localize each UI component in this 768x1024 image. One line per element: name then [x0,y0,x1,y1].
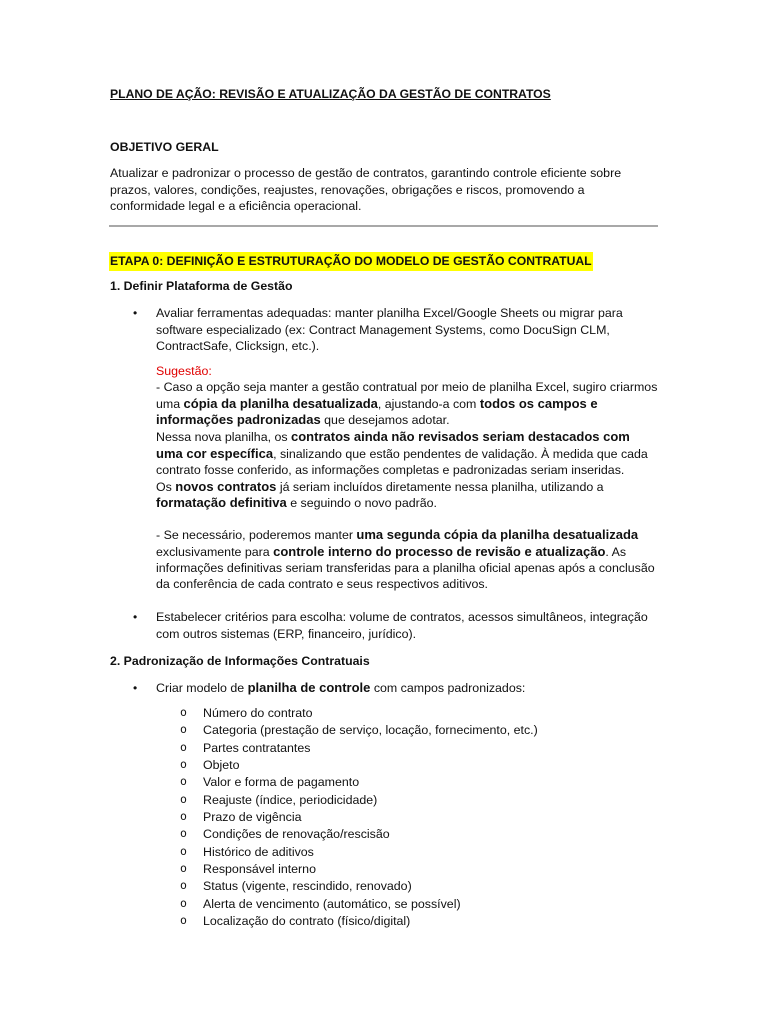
text-run-bold: todos os campos e informações padronizadas [156,395,598,428]
sugestao-paragraph-2 [156,429,660,478]
text-run: já seriam incluídos diretamente nessa planilha, utilizando a [276,479,604,494]
text-run: . As informações definitivas seriam transferidas para a planilha oficial apenas após a conclusão da conferência de cada contrato e seus respectivos aditivos. [156,544,655,591]
field-label: Responsável interno [203,862,316,877]
bullet-icon: • [133,306,138,320]
field-list-item [180,740,538,757]
section1-bullet1: Avaliar ferramentas adequadas: manter planilha Excel/Google Sheets ou migrar para software especializado (ex: Contract Management Systems, como DocuSign CLM, ContractSafe, Clicksign, etc.). [156,306,623,354]
fields-list [180,705,538,930]
text-run: , ajustando-a com [377,396,480,411]
field-list-item [180,896,538,913]
circle-bullet-icon: o [180,791,187,806]
sugestao-block [156,364,660,592]
text-run: - Se necessário, poderemos manter [156,528,357,543]
section2-heading: 2. Padronização de Informações Contratuais [110,654,370,668]
field-label: Objeto [203,758,240,773]
text-run-bold: novos contratos [175,478,277,494]
field-list-item [180,913,538,930]
sugestao-paragraph-1 [156,380,660,429]
field-list-item [180,722,538,739]
text-run: Os [156,479,176,494]
field-label: Valor e forma de pagamento [203,775,360,790]
text-run: - Caso a opção seja manter a gestão contratual por meio de planilha Excel, sugiro criarmos uma [156,379,658,411]
field-list-item [180,774,538,791]
field-list-item [180,878,538,895]
field-list-item [180,861,538,878]
field-label: Prazo de vigência [203,810,302,825]
text-run-bold: contratos ainda não revisados seriam destacados com uma cor específica [156,429,630,461]
text-run: Nessa nova planilha, os [156,430,292,445]
circle-bullet-icon: o [180,826,187,841]
etapa0-heading: ETAPA 0: DEFINIÇÃO E ESTRUTURAÇÃO DO MODELO DE GESTÃO CONTRATUAL [109,252,593,271]
text-run: com campos padronizados: [370,681,526,695]
sugestao-paragraph-3 [156,479,660,513]
sugestao-label: Sugestão: [156,364,212,378]
text-run-bold: planilha de controle [247,680,371,695]
circle-bullet-icon: o [180,774,187,789]
field-list-item [180,757,538,774]
text-run-bold: controle interno do processo de revisão e atualização [273,543,606,559]
circle-bullet-icon: o [180,878,187,893]
text-run-bold: cópia da planilha desatualizada [183,395,378,411]
circle-bullet-icon: o [180,757,187,772]
circle-bullet-icon: o [180,895,187,910]
circle-bullet-icon: o [180,913,187,928]
field-label: Número do contrato [203,706,313,720]
section2-bullet [156,680,660,697]
text-run: que desejamos adotar. [320,413,450,428]
circle-bullet-icon: o [180,843,187,858]
objetivo-text: Atualizar e padronizar o processo de gestão de contratos, garantindo controle eficiente sobre prazos, valores, condições, reajustes, renovações, obrigações e riscos, promovendo a conformidade legal e a eficiência operacional. [110,166,622,214]
text-run: exclusivamente para [156,544,274,559]
circle-bullet-icon: o [180,705,187,719]
field-label: Status (vigente, rescindido, renovado) [203,879,412,894]
horizontal-divider [109,225,658,227]
text-run: Criar modelo de [156,681,248,695]
section1-heading: 1. Definir Plataforma de Gestão [110,279,293,293]
field-label: Condições de renovação/rescisão [203,827,390,842]
field-list-item [180,792,538,809]
document-title: PLANO DE AÇÃO: REVISÃO E ATUALIZAÇÃO DA GESTÃO DE CONTRATOS [110,87,551,101]
field-list-item [180,844,538,861]
field-list-item [180,809,538,826]
section1-bullet2: Estabelecer critérios para escolha: volume de contratos, acessos simultâneos, integração com outros sistemas (ERP, financeiro, jurídico). [156,610,648,641]
field-label: Partes contratantes [203,740,311,755]
field-list-item [180,705,538,722]
field-label: Localização do contrato (físico/digital) [203,914,411,929]
text-run-bold: uma segunda cópia da planilha desatualizada [356,527,639,543]
circle-bullet-icon: o [180,739,187,754]
text-run: , sinalizando que estão pendentes de validação. À medida que cada contrato fosse conferido, as informações completas e padronizadas seriam inseridas. [156,446,648,477]
field-list-item [180,826,538,843]
text-run: e seguindo o novo padrão. [286,496,437,511]
field-label: Categoria (prestação de serviço, locação, fornecimento, etc.) [203,723,538,738]
circle-bullet-icon: o [180,809,187,824]
field-label: Histórico de aditivos [203,844,314,859]
objetivo-heading: OBJETIVO GERAL [110,140,219,154]
bullet-icon: • [133,681,138,695]
circle-bullet-icon: o [180,722,187,737]
field-label: Reajuste (índice, periodicidade) [203,792,378,807]
text-run-bold: formatação definitiva [156,495,287,511]
field-label: Alerta de vencimento (automático, se possível) [203,896,461,911]
bullet-icon: • [133,610,138,624]
sugestao-paragraph-4 [156,527,660,592]
circle-bullet-icon: o [180,861,187,876]
blank-line [156,512,660,527]
